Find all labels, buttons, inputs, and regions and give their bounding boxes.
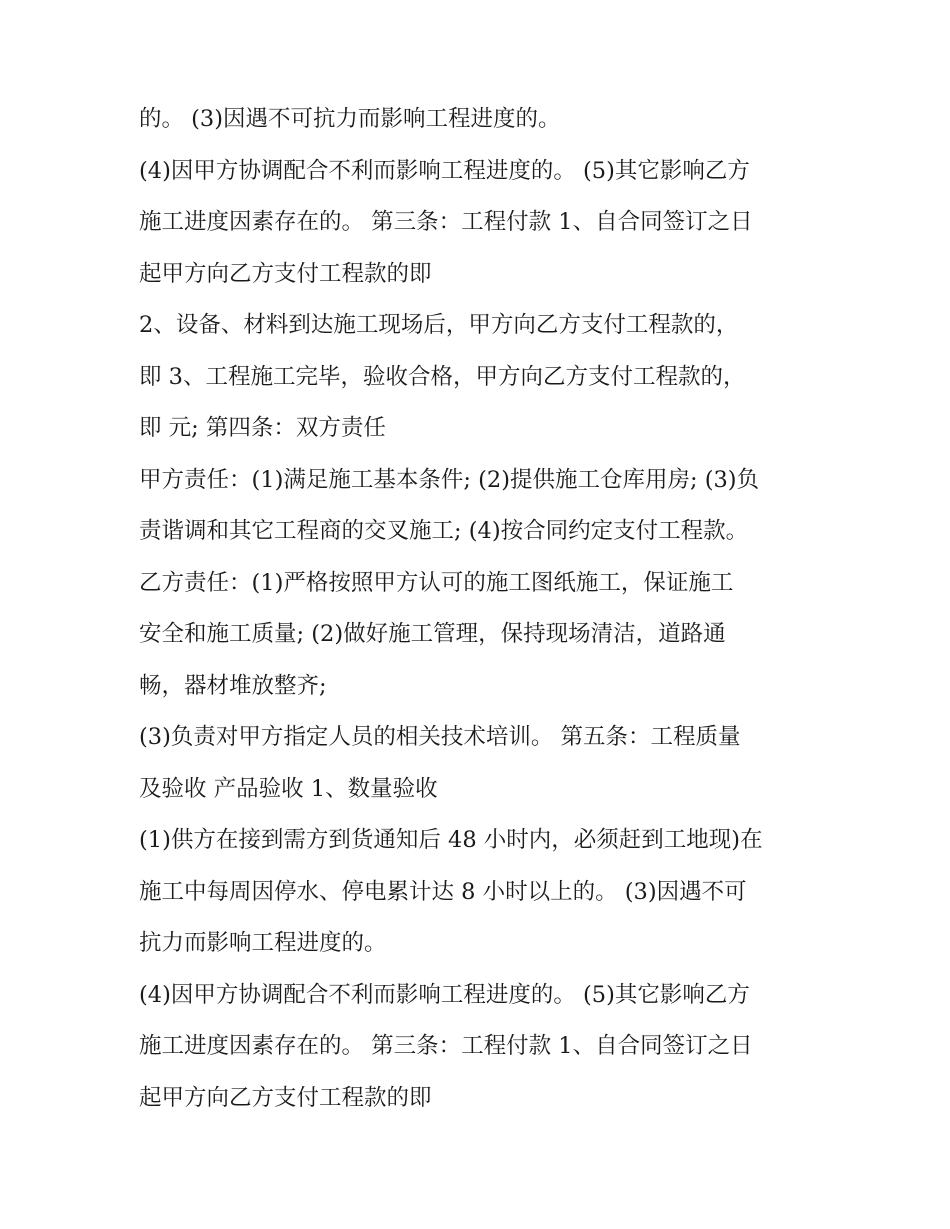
text-line: 责谐调和其它工程商的交叉施工; (4)按合同约定支付工程款。: [139, 518, 749, 544]
text-line: 及验收 产品验收 1、数量验收: [139, 775, 438, 802]
text-line: 施工中每周因停水、停电累计达 8 小时以上的。 (3)因遇不可: [139, 878, 747, 905]
text-line: (3)负责对甲方指定人员的相关技术培训。 第五条：工程质量: [139, 724, 741, 750]
text-line: 起甲方向乙方支付工程款的即: [139, 260, 432, 287]
text-line: 施工进度因素存在的。 第三条：工程付款 1、自合同签订之日: [139, 209, 753, 235]
contract-text-body: [139, 108, 829, 1113]
text-line: 安全和施工质量; (2)做好施工管理，保持现场清洁，道路通: [139, 621, 726, 647]
text-line: (1)供方在接到需方到货通知后 48 小时内，必须赶到工地现)在: [139, 827, 763, 853]
text-line: (4)因甲方协调配合不利而影响工程进度的。 (5)其它影响乙方: [139, 981, 750, 1008]
text-line: (4)因甲方协调配合不利而影响工程进度的。 (5)其它影响乙方: [139, 157, 750, 184]
text-line: 2、设备、材料到达施工现场后，甲方向乙方支付工程款的，: [139, 312, 739, 338]
text-line: 起甲方向乙方支付工程款的即: [139, 1084, 432, 1111]
text-line: 施工进度因素存在的。 第三条：工程付款 1、自合同签订之日: [139, 1033, 753, 1059]
text-line: 即 3、工程施工完毕，验收合格，甲方向乙方支付工程款的，: [139, 363, 746, 390]
text-line: 即 元; 第四条：双方责任: [139, 415, 386, 441]
text-line: 畅，器材堆放整齐;: [139, 672, 327, 699]
text-line: 乙方责任：(1)严格按照甲方认可的施工图纸施工，保证施工: [139, 569, 734, 596]
text-line: 的。 (3)因遇不可抗力而影响工程进度的。: [139, 106, 561, 132]
text-line: 抗力而影响工程进度的。: [139, 930, 387, 956]
text-line: 甲方责任：(1)满足施工基本条件; (2)提供施工仓库用房; (3)负: [139, 466, 760, 493]
